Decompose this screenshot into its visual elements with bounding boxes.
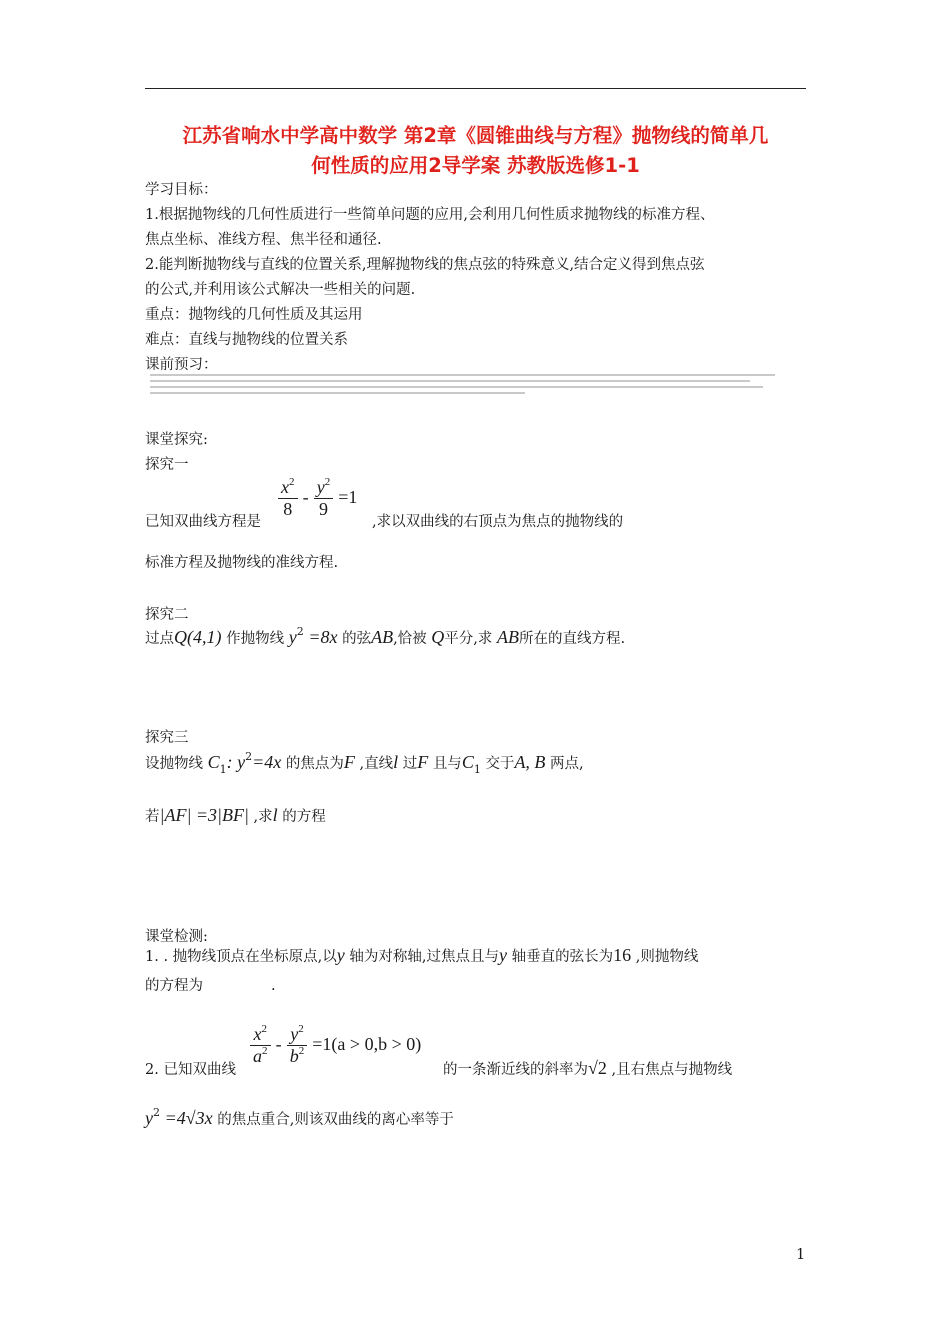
check-q2-line2: $y^2 =4√3x$ 的焦点重合,则该双曲线的离心率等于: [145, 1106, 454, 1128]
explore-1-label: 探究一: [145, 457, 189, 473]
difficulty: 难点：直线与抛物线的位置关系: [145, 332, 348, 348]
fraction-y2-over-b2: $\frac{y^2}{b^2}$: [287, 1024, 308, 1067]
explore-1-line2: 标准方程及抛物线的准线方程.: [145, 555, 339, 571]
check-q2-middle: 的一条渐近线的斜率为√2 ,且右焦点与抛物线: [443, 1058, 733, 1078]
check-q1-line1: 1. . 抛物线顶点在坐标原点,以y 轴为对称轴,过焦点且与y 轴垂直的弦长为16 ,则抛物线: [145, 945, 699, 965]
explore-3-label: 探究三: [145, 730, 189, 746]
objective-2-line1: 2.能判断抛物线与直线的位置关系,理解抛物线的焦点弦的特殊意义,结合定义得到焦点弦: [145, 257, 705, 273]
fraction-x2-over-a2: $\frac{x^2}{a^2}$: [250, 1024, 271, 1067]
fraction-y2-over-9: $\frac{y^2}{9}$: [314, 477, 334, 520]
objective-1-line2: 焦点坐标、准线方程、焦半径和通径.: [145, 232, 382, 248]
hyperbola-equation: $\frac{x^2}{8}$ - $\frac{y^2}{9}$ =1: [278, 477, 357, 520]
page-number: 1: [796, 1247, 806, 1263]
objective-1-line1: 1.根据抛物线的几何性质进行一些简单问题的应用,会利用几何性质求抛物线的标准方程、: [145, 207, 715, 223]
explore-3-problem-line2: 若|AF| =3|BF| ,求l 的方程: [145, 805, 326, 825]
blurred-preview-content: [150, 370, 775, 406]
header-rule: [145, 88, 806, 89]
hyperbola-general-equation: $\frac{x^2}{a^2}$ - $\frac{y^2}{b^2}$ =1(a > 0,b > 0): [250, 1024, 421, 1067]
check-q2-prefix: 2. 已知双曲线: [145, 1062, 236, 1078]
explore-1-suffix: ,求以双曲线的右顶点为焦点的抛物线的: [372, 514, 624, 530]
explore-2-label: 探究二: [145, 607, 189, 623]
objectives-heading: 学习目标：: [145, 182, 218, 198]
objective-2-line2: 的公式,并利用该公式解决一些相关的问题.: [145, 282, 416, 298]
check-q1-line2: 的方程为 .: [145, 978, 276, 994]
explore-heading: 课堂探究:: [145, 432, 208, 448]
preview-heading: 课前预习：: [145, 357, 218, 373]
fraction-x2-over-8: $\frac{x^2}{8}$: [278, 477, 298, 520]
explore-3-problem-line1: 设抛物线 $C_1$: $y^2=4x$ 的焦点为F ,直线l 过F 且与$C_1$ 交于A, B 两点,: [145, 750, 584, 776]
document-title-line2: 何性质的应用2导学案 苏教版选修1-1: [311, 154, 640, 177]
key-point: 重点：抛物线的几何性质及其运用: [145, 307, 363, 323]
check-heading: 课堂检测:: [145, 929, 208, 945]
explore-1-prefix: 已知双曲线方程是: [145, 514, 261, 530]
document-title-line1: 江苏省响水中学高中数学 第2章《圆锥曲线与方程》抛物线的简单几: [182, 124, 769, 147]
explore-2-problem: 过点Q(4,1) 作抛物线 $y^2 =8x$ 的弦AB,恰被 Q平分,求 AB所在的直线方程.: [145, 625, 626, 647]
